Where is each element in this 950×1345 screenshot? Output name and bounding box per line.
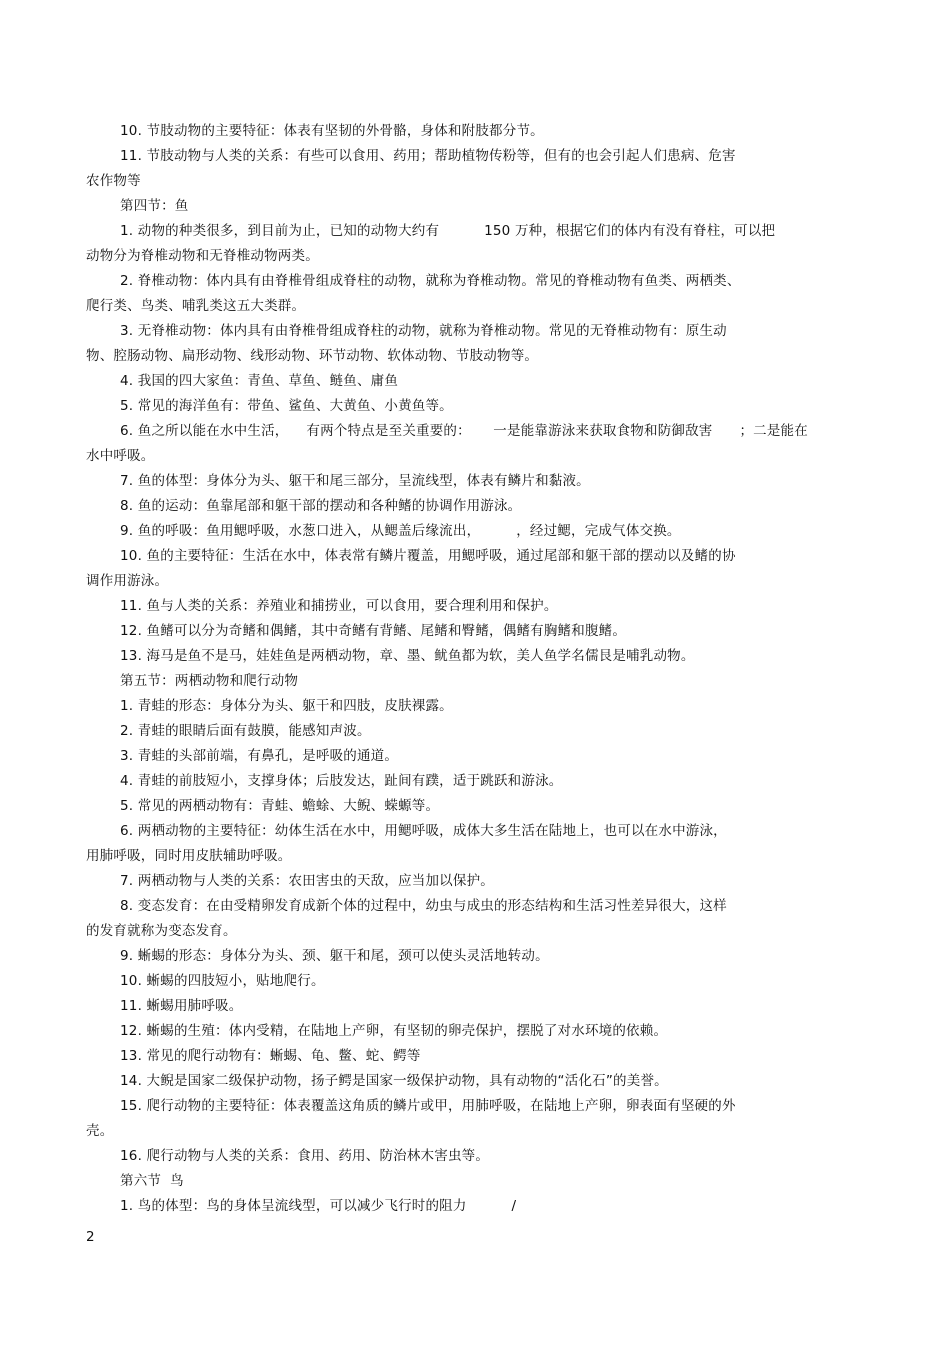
text-line: 13. 海马是鱼不是马，娃娃鱼是两栖动物，章、墨、鱿鱼都为软，美人鱼学名儒艮是哺乳动物。	[120, 648, 695, 664]
text-line: 14. 大鲵是国家二级保护动物，扬子鳄是国家一级保护动物，具有动物的“活化石”的美誉。	[120, 1073, 668, 1089]
text-line: 3. 无脊椎动物：体内具有由脊椎骨组成脊柱的动物，就称为脊椎动物。常见的无脊椎动物有：原生动	[120, 323, 727, 339]
text-line: 动物分为脊椎动物和无脊椎动物两类。	[86, 248, 319, 264]
text-line: 9. 鱼的呼吸：鱼用鳃呼吸，水葱口进入，从鳃盖后缘流出， ，经过鳃，完成气体交换。	[120, 523, 681, 539]
text-line: 10. 蜥蜴的四肢短小，贴地爬行。	[120, 973, 325, 989]
text-line: 壳。	[86, 1123, 114, 1139]
text-line: 4. 青蛙的前肢短小，支撑身体；后肢发达，趾间有蹼，适于跳跃和游泳。	[120, 773, 563, 789]
text-line: 2. 脊椎动物：体内具有由脊椎骨组成脊柱的动物，就称为脊椎动物。常见的脊椎动物有鱼类、两栖类、	[120, 273, 741, 289]
text-line: 爬行类、鸟类、哺乳类这五大类群。	[86, 298, 306, 314]
text-line: 16. 爬行动物与人类的关系：食用、药用、防治林木害虫等。	[120, 1148, 490, 1164]
section-heading: 第六节 鸟	[120, 1173, 184, 1189]
text-line: 用肺呼吸，同时用皮肤辅助呼吸。	[86, 848, 292, 864]
text-line: 8. 鱼的运动：鱼靠尾部和躯干部的摆动和各种鳍的协调作用游泳。	[120, 498, 522, 514]
text-line: 农作物等	[86, 173, 141, 189]
section-heading: 第四节：鱼	[120, 198, 189, 214]
text-line: 13. 常见的爬行动物有：蜥蜴、龟、鳖、蛇、鳄等	[120, 1048, 421, 1064]
text-line: 11. 蜥蜴用肺呼吸。	[120, 998, 243, 1014]
text-line: 水中呼吸。	[86, 448, 155, 464]
text-line: 5. 常见的两栖动物有：青蛙、蟾蜍、大鲵、蝾螈等。	[120, 798, 440, 814]
text-line: 8. 变态发育：在由受精卵发育成新个体的过程中，幼虫与成虫的形态结构和生活习性差异很大，这样	[120, 898, 727, 914]
text-line: 1. 青蛙的形态：身体分为头、躯干和四肢，皮肤裸露。	[120, 698, 453, 714]
text-line: 物、腔肠动物、扁形动物、线形动物、环节动物、软体动物、节肢动物等。	[86, 348, 539, 364]
text-line: 7. 两栖动物与人类的关系：农田害虫的天敌，应当加以保护。	[120, 873, 494, 889]
text-line: 4. 我国的四大家鱼：青鱼、草鱼、鲢鱼、庸鱼	[120, 373, 399, 389]
text-line: 1. 动物的种类很多，到目前为止，已知的动物大约有 150 万种，根据它们的体内有没有脊柱，可以把	[120, 223, 776, 239]
section-heading: 第五节：两栖动物和爬行动物	[120, 673, 299, 689]
text-line: 的发育就称为变态发育。	[86, 923, 237, 939]
text-line: 3. 青蛙的头部前端，有鼻孔，是呼吸的通道。	[120, 748, 399, 764]
text-line: 2. 青蛙的眼睛后面有鼓膜，能感知声波。	[120, 723, 371, 739]
text-line: 10. 鱼的主要特征：生活在水中，体表常有鳞片覆盖，用鳃呼吸，通过尾部和躯干部的摆动以及鳍的协	[120, 548, 736, 564]
text-line: 11. 鱼与人类的关系：养殖业和捕捞业，可以食用，要合理利用和保护。	[120, 598, 558, 614]
text-line: 1. 鸟的体型：鸟的身体呈流线型，可以减少飞行时的阻力 /	[120, 1198, 517, 1214]
text-line: 10. 节肢动物的主要特征：体表有坚韧的外骨骼，身体和附肢都分节。	[120, 123, 544, 139]
text-line: 6. 两栖动物的主要特征：幼体生活在水中，用鳃呼吸，成体大多生活在陆地上，也可以在水中游泳，	[120, 823, 727, 839]
text-line: 15. 爬行动物的主要特征：体表覆盖这角质的鳞片或甲，用肺呼吸，在陆地上产卵，卵表面有坚硬的外	[120, 1098, 736, 1114]
text-line: 12. 蜥蜴的生殖：体内受精，在陆地上产卵，有坚韧的卵壳保护，摆脱了对水环境的依赖。	[120, 1023, 668, 1039]
page-number: 2	[86, 1229, 95, 1245]
text-line: 5. 常见的海洋鱼有：带鱼、鲨鱼、大黄鱼、小黄鱼等。	[120, 398, 453, 414]
text-line: 12. 鱼鳍可以分为奇鳍和偶鳍，其中奇鳍有背鳍、尾鳍和臀鳍，偶鳍有胸鳍和腹鳍。	[120, 623, 627, 639]
text-line: 调作用游泳。	[86, 573, 169, 589]
text-line: 7. 鱼的体型：身体分为头、躯干和尾三部分，呈流线型，体表有鳞片和黏液。	[120, 473, 590, 489]
text-line: 6. 鱼之所以能在水中生活， 有两个特点是至关重要的： 一是能靠游泳来获取食物和防御敌害 ；二是能在	[120, 423, 808, 439]
text-line: 9. 蜥蜴的形态：身体分为头、颈、躯干和尾，颈可以使头灵活地转动。	[120, 948, 549, 964]
text-line: 11. 节肢动物与人类的关系：有些可以食用、药用；帮助植物传粉等，但有的也会引起人们患病、危害	[120, 148, 736, 164]
